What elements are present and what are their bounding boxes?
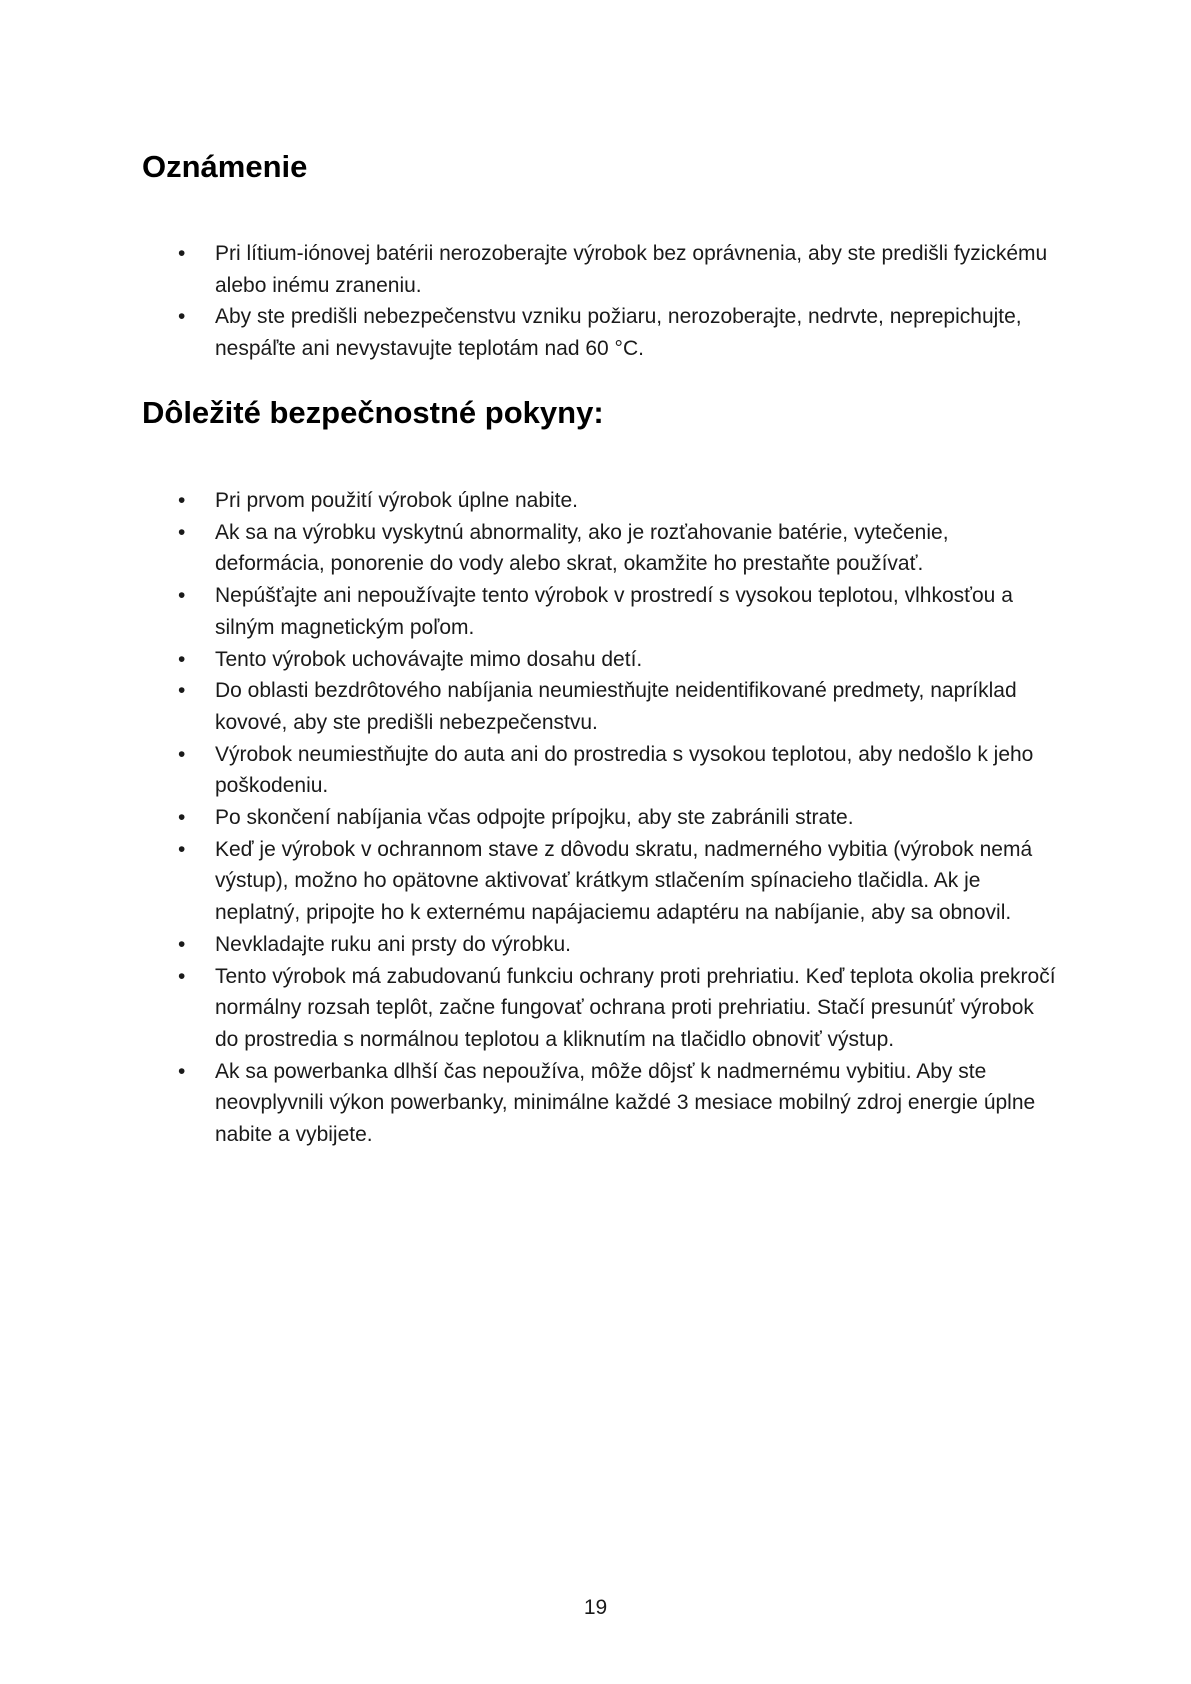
list-item-text: Aby ste predišli nebezpečenstvu vzniku požiaru, nerozoberajte, nedrvte, neprepichujte, nespáľte ani nevystavujte teplotám nad 60 °C. [215,305,1022,361]
list-item-text: Ak sa na výrobku vyskytnú abnormality, ako je rozťahovanie batérie, vytečenie, deformácia, ponorenie do vody alebo skrat, okamžite ho prestaňte používať. [215,520,949,576]
notice-heading: Oznámenie [142,149,308,184]
list-item [0,929,1061,961]
bullet-icon: • [178,305,186,329]
page-number: 19 [583,1596,608,1619]
list-item [0,834,1061,929]
list-item-text: Výrobok neumiestňujte do auta ani do prostredia s vysokou teplotou, aby nedošlo k jeho poškodeniu. [215,742,1034,798]
list-item [0,802,1061,834]
list-item [0,644,1061,676]
list-item [0,238,1061,301]
list-item-text: Tento výrobok má zabudovanú funkciu ochrany proti prehriatiu. Keď teplota okolia prekročí normálny rozsah teplôt, začne fungovať ochrana proti prehriatiu. Stačí presunúť výrobok do prostredia s normálnou teplotou a kliknutím na tlačidlo obnoviť výstup. [215,964,1056,1051]
bullet-icon: • [178,242,186,265]
list-item [0,739,1061,802]
notice-list [0,238,1191,365]
list-item-text: Tento výrobok uchovávajte mimo dosahu detí. [215,647,643,671]
bullet-icon: • [178,679,186,703]
list-item [0,1056,1061,1151]
bullet-icon: • [178,964,186,988]
list-item [0,580,1061,643]
list-item-text: Keď je výrobok v ochrannom stave z dôvodu skratu, nadmerného vybitia (výrobok nemá výstup), možno ho opätovne aktivovať krátkym stlačením spínacieho tlačidla. Ak je neplatný, pripojte ho k externému napájaciemu adaptéru na nabíjanie, aby sa obnovil. [215,837,1033,925]
safety-list [0,485,1191,1151]
bullet-icon: • [178,1059,186,1083]
bullet-icon: • [178,932,186,956]
list-item-text: Pri lítium-iónovej batérii nerozoberajte výrobok bez oprávnenia, aby ste predišli fyzickému alebo inému zraneniu. [215,242,1048,297]
list-item-text: Ak sa powerbanka dlhší čas nepoužíva, môže dôjsť k nadmernému vybitiu. Aby ste neovplyvnili výkon powerbanky, minimálne každé 3 mesiace mobilný zdroj energie úplne nabite a vybijete. [215,1059,1036,1147]
list-item [0,485,1061,517]
list-item [0,301,1061,364]
bullet-icon: • [178,489,186,512]
list-item-text: Nevkladajte ruku ani prsty do výrobku. [215,932,572,956]
bullet-icon: • [178,520,186,544]
list-item [0,517,1061,580]
list-item-text: Po skončení nabíjania včas odpojte prípojku, aby ste zabránili strate. [215,806,854,830]
bullet-icon: • [178,584,186,608]
bullet-icon: • [178,742,186,766]
list-item-text: Nepúšťajte ani nepoužívajte tento výrobok v prostredí s vysokou teplotou, vlhkosťou a silným magnetickým poľom. [215,584,1013,639]
safety-heading: Dôležité bezpečnostné pokyny: [142,395,604,430]
list-item [0,675,1061,738]
list-item [0,961,1061,1056]
list-item-text: Pri prvom použití výrobok úplne nabite. [215,489,579,512]
bullet-icon: • [178,837,186,861]
list-item-text: Do oblasti bezdrôtového nabíjania neumiestňujte neidentifikované predmety, napríklad kovové, aby ste predišli nebezpečenstvu. [215,679,1017,734]
bullet-icon: • [178,647,186,671]
bullet-icon: • [178,806,186,830]
